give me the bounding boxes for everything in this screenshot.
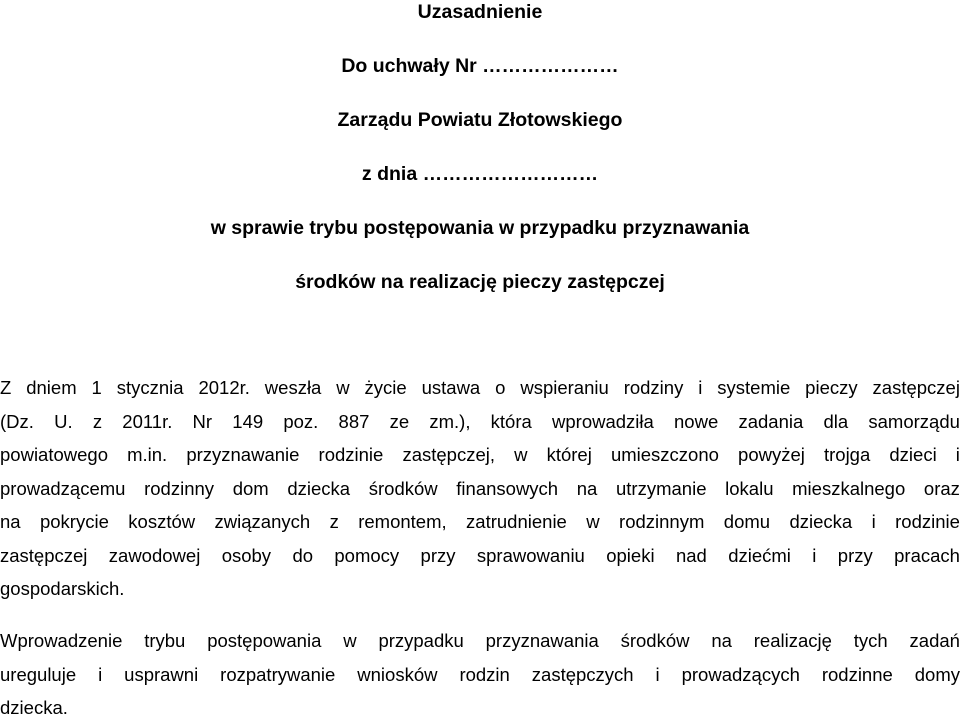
word: wspieraniu bbox=[520, 377, 609, 398]
word: zastępczej bbox=[872, 377, 960, 398]
word: i bbox=[812, 544, 817, 566]
paragraph-2 bbox=[0, 624, 960, 725]
word: lokalu bbox=[725, 477, 774, 499]
word: nad bbox=[675, 544, 707, 566]
word: 1 bbox=[91, 377, 102, 398]
word: dziećmi bbox=[728, 544, 791, 566]
word: umieszczono bbox=[610, 444, 719, 465]
word: w bbox=[514, 444, 528, 465]
word: prowadzącemu bbox=[0, 477, 126, 499]
word: pracach bbox=[894, 544, 960, 566]
word: powiatowego bbox=[0, 444, 108, 465]
word: nowe bbox=[674, 410, 719, 432]
word: dla bbox=[823, 410, 849, 432]
word: (Dz. bbox=[0, 410, 34, 432]
paragraph-1-line bbox=[0, 505, 960, 539]
word: domu bbox=[723, 511, 771, 532]
word: rodzinie bbox=[895, 511, 960, 532]
word: 2011r. bbox=[122, 410, 173, 432]
resolution-date: z dnia ……………………… bbox=[361, 163, 599, 185]
word: domy bbox=[914, 663, 960, 685]
word: m.in. bbox=[127, 444, 168, 465]
word: finansowych bbox=[456, 477, 559, 499]
word: ustawa bbox=[421, 377, 481, 398]
word: rodzinne bbox=[821, 663, 893, 685]
paragraph-1-line bbox=[0, 371, 960, 405]
word: związanych bbox=[214, 511, 311, 532]
word: przy bbox=[420, 544, 456, 566]
word: mieszkalnego bbox=[792, 477, 906, 499]
word: oraz bbox=[923, 477, 960, 499]
subject-line-2: środków na realizację pieczy zastępczej bbox=[295, 271, 665, 293]
word: na bbox=[0, 511, 21, 532]
word: dom bbox=[232, 477, 269, 499]
word: postępowania bbox=[207, 630, 322, 651]
word: rodziny bbox=[623, 377, 684, 398]
word: systemie bbox=[717, 377, 791, 398]
word: na bbox=[711, 630, 732, 651]
word: środków bbox=[620, 630, 690, 651]
word: utrzymanie bbox=[616, 477, 707, 499]
word: kosztów bbox=[128, 511, 196, 532]
word: usprawni bbox=[124, 663, 199, 685]
word: Z bbox=[0, 377, 12, 398]
paragraph-2-line bbox=[0, 624, 960, 658]
word: samorządu bbox=[868, 410, 960, 432]
word: ze bbox=[389, 410, 410, 432]
word: trojga bbox=[823, 444, 871, 465]
paragraph-2-line: dziecka. bbox=[0, 697, 68, 718]
word: prowadzących bbox=[681, 663, 800, 685]
word: życie bbox=[364, 377, 407, 398]
word: rodzinny bbox=[144, 477, 215, 499]
word: której bbox=[546, 444, 592, 465]
word: dziecka bbox=[789, 511, 853, 532]
word: z bbox=[92, 410, 103, 432]
word: dzieci bbox=[889, 444, 937, 465]
word: przy bbox=[837, 544, 873, 566]
word: i bbox=[871, 511, 876, 532]
word: osoby bbox=[221, 544, 272, 566]
word: zastępczej, bbox=[402, 444, 495, 465]
word: zawodowej bbox=[108, 544, 201, 566]
word: i bbox=[955, 444, 960, 465]
word: i bbox=[98, 663, 103, 685]
word: rodzin bbox=[459, 663, 510, 685]
issuing-board: Zarządu Powiatu Złotowskiego bbox=[337, 109, 623, 131]
word: w bbox=[343, 630, 357, 651]
paragraph-2-line bbox=[0, 658, 960, 692]
word: pomocy bbox=[334, 544, 400, 566]
word: i bbox=[698, 377, 703, 398]
word: dniem bbox=[26, 377, 77, 398]
paragraph-1-line bbox=[0, 405, 960, 439]
word: trybu bbox=[144, 630, 186, 651]
word: z bbox=[329, 511, 339, 532]
word: U. bbox=[54, 410, 73, 432]
word: poz. bbox=[283, 410, 319, 432]
word: i bbox=[655, 663, 660, 685]
subject-line-1: w sprawie trybu postępowania w przypadku przyznawania bbox=[210, 217, 750, 239]
word: tych bbox=[853, 630, 888, 651]
word: w bbox=[336, 377, 350, 398]
paragraph-1-line: gospodarskich. bbox=[0, 578, 125, 599]
word: dziecka bbox=[287, 477, 351, 499]
word: wprowadziła bbox=[552, 410, 654, 432]
word: 2012r. bbox=[198, 377, 250, 398]
word: zm.), bbox=[429, 410, 471, 432]
word: przyznawanie bbox=[186, 444, 300, 465]
word: 149 bbox=[232, 410, 264, 432]
word: rodzinie bbox=[318, 444, 384, 465]
word: rozpatrywanie bbox=[220, 663, 336, 685]
word: do bbox=[292, 544, 314, 566]
word: Nr bbox=[192, 410, 213, 432]
word: remontem, bbox=[358, 511, 447, 532]
word: zastępczej bbox=[0, 544, 88, 566]
word: zatrudnienie bbox=[466, 511, 567, 532]
word: stycznia bbox=[116, 377, 184, 398]
word: powyżej bbox=[738, 444, 805, 465]
word: pokrycie bbox=[39, 511, 109, 532]
word: pieczy bbox=[805, 377, 858, 398]
word: wniosków bbox=[357, 663, 438, 685]
word: sprawowaniu bbox=[476, 544, 585, 566]
paragraph-1-line bbox=[0, 539, 960, 573]
paragraph-1-line bbox=[0, 438, 960, 472]
word: zastępczych bbox=[531, 663, 634, 685]
word: która bbox=[490, 410, 532, 432]
word: na bbox=[576, 477, 598, 499]
paragraph-1-line bbox=[0, 472, 960, 506]
word: środków bbox=[368, 477, 438, 499]
word: przypadku bbox=[378, 630, 464, 651]
word: ureguluje bbox=[0, 663, 77, 685]
word: weszła bbox=[264, 377, 322, 398]
word: rodzinnym bbox=[619, 511, 705, 532]
paragraph-1 bbox=[0, 371, 960, 606]
word: opieki bbox=[606, 544, 655, 566]
word: zadań bbox=[909, 630, 960, 651]
word: przyznawania bbox=[485, 630, 599, 651]
word: 887 bbox=[338, 410, 370, 432]
word: o bbox=[495, 377, 506, 398]
word: zadania bbox=[738, 410, 804, 432]
document-title: Uzasadnienie bbox=[417, 1, 543, 23]
word: realizację bbox=[753, 630, 832, 651]
word: Wprowadzenie bbox=[0, 630, 123, 651]
word: w bbox=[586, 511, 600, 532]
resolution-number: Do uchwały Nr ………………… bbox=[341, 55, 619, 77]
